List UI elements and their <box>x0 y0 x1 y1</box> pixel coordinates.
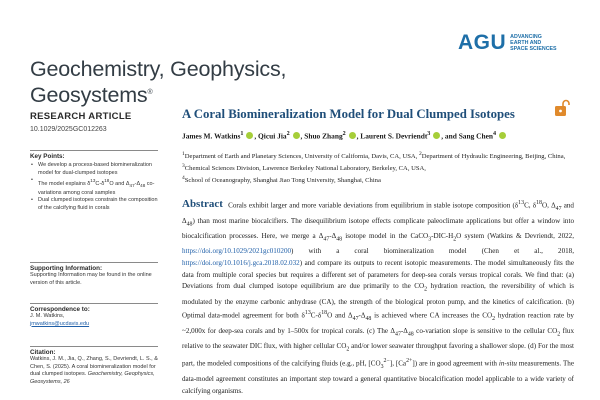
abstract: Abstract Corals exhibit larger and more variable deviations from equilibrium in stable isotope composition ($\delta^{13}C$, $\delta^{18}O$, $\Delta_{47}$ and $\Delta_{48}$) than most marine biocalcifiers. The disequilibrium isotope effects complicate paleoclimate applications but offer a window into biocalcification processes. Here, we merge a $\Delta_{47}-\Delta_{48}$ isotope model in the $CaCO_3-DIC-H_2O$ system (Watkins & Devriendt, 2022, https://doi.org/10.1029/2021gc010200) with a coral biomineralization model (Chen et al., 2018, https://doi.org/10.1016/j.gca.2018.02.032) and compare its outputs to recent isotopic measurements. The model simultaneously fits the data from multiple coral species but requires a different set of parameters for deep-sea corals versus tropical corals. We find that: (a) Deviations from dual clumped isotope equilibrium are due primarily to the $CO_2$ hydration reaction, the reversibility of which is modulated by the enzyme carbonic anhydrase (CA), the strength of the biological proton pump, and the kinetics of calcification. (b) Optimal data-model agreement for both $\delta^{13}C-\delta^{18}O$ and $\Delta_{47}-\Delta_{48}$ is achieved where CA increases the $CO_2$ hydration reaction rate by ~2,000x for deep-sea corals and by 1–500x for tropical corals. (c) The $\Delta_{47}-\Delta_{48}$ co-variation slope is sensitive to the cellular $CO_2$ flux relative to the seawater DIC flux, with higher cellular $CO_2$ and/or lower seawater throughput favoring a shallower slope. (d) For the most part, the modeled compositions of the calcifying fluids (e.g., pH, $[CO_3^{2-}]$, $[Ca^{2+}]$) are in good agreement with in-situ measurements. The data-model agreement constitutes an important step toward a general quantitative biocalcification model applicable to a wide variety of calcifying organisms. <box>182 198 575 395</box>
list-item: • We develop a process-based biomineralization model for dual-clumped isotopes <box>30 162 158 177</box>
citation-heading: Citation: <box>30 349 56 356</box>
correspondence-name: J. M. Watkins, <box>30 313 65 319</box>
abstract-label: Abstract <box>182 198 223 211</box>
agu-logo <box>458 31 557 55</box>
open-access-icon[interactable] <box>552 99 572 119</box>
orcid-icon[interactable] <box>293 132 300 139</box>
author-name[interactable]: Shuo Zhang <box>304 131 343 141</box>
author-list: James M. Watkins$^1$ , Qicui Jia$^2$ , Shuo Zhang$^2$ , Laurent S. Devriendt$^3$ , and Sang Chen$^4$ <box>182 131 507 140</box>
orcid-icon[interactable] <box>499 132 506 139</box>
journal-title: Geochemistry, Geophysics, Geosystems® <box>30 57 287 108</box>
orcid-icon[interactable] <box>349 132 356 139</box>
doi-link[interactable]: https://doi.org/10.1016/j.gca.2018.02.032 <box>182 258 300 267</box>
author-name[interactable]: James M. Watkins <box>182 131 241 141</box>
key-points <box>30 150 158 212</box>
orcid-icon[interactable] <box>433 132 440 139</box>
author-name[interactable]: Qicui Jia <box>258 131 287 141</box>
article-type: RESEARCH ARTICLE <box>30 111 132 122</box>
supporting-heading: Supporting Information: <box>30 265 103 272</box>
article-doi[interactable]: 10.1029/2025GC012263 <box>30 126 107 133</box>
author-name[interactable]: Laurent S. Devriendt <box>360 131 428 141</box>
correspondence-heading: Correspondence to: <box>30 306 90 313</box>
supporting-information <box>30 262 158 287</box>
list-item: • Dual clumped isotopes constrain the composition of the calcifying fluid in corals <box>30 197 158 212</box>
supporting-text: Supporting Information may be found in the online version of this article. <box>30 272 152 286</box>
correspondence <box>30 303 158 328</box>
article-title: A Coral Biomineralization Model for Dual Clumped Isotopes <box>182 107 515 121</box>
author-name[interactable]: Sang Chen <box>458 131 493 141</box>
agu-logo-mark: AGU <box>458 31 507 54</box>
list-item: • The model explains $\delta^{13}C-\delta^{18}O$ and $\Delta_{47}-\Delta_{48}$ co-variations among coral samples <box>30 177 158 197</box>
agu-logo-text: ADVANCING EARTH AND SPACE SCIENCES <box>510 34 557 52</box>
correspondence-email[interactable]: jmwatkins@ucdavis.edu <box>30 320 90 327</box>
affiliations: $^1$Department of Earth and Planetary Sciences, University of California, Davis, CA, USA, $^2$Department of Hydraulic Engineering, Beijing, China, $^3$Chemical Sciences Division, Lawrence Berkeley National Laboratory, Berkeley, CA, USA, $^4$School of Oceanography, Shanghai Jiao Tong University, Shanghai, China <box>182 151 566 184</box>
doi-link[interactable]: https://doi.org/10.1029/2021gc010200 <box>182 246 292 255</box>
citation-text: Watkins, J. M., Jia, Q., Zhang, S., Devriendt, L. S., & Chen, S. (2025). A coral biomineralization model for dual clumped isotopes. Geochemistry, Geophysics, Geosystems, 26 <box>30 356 158 385</box>
citation <box>30 346 158 386</box>
key-points-heading: Key Points: <box>30 153 65 160</box>
orcid-icon[interactable] <box>246 132 253 139</box>
